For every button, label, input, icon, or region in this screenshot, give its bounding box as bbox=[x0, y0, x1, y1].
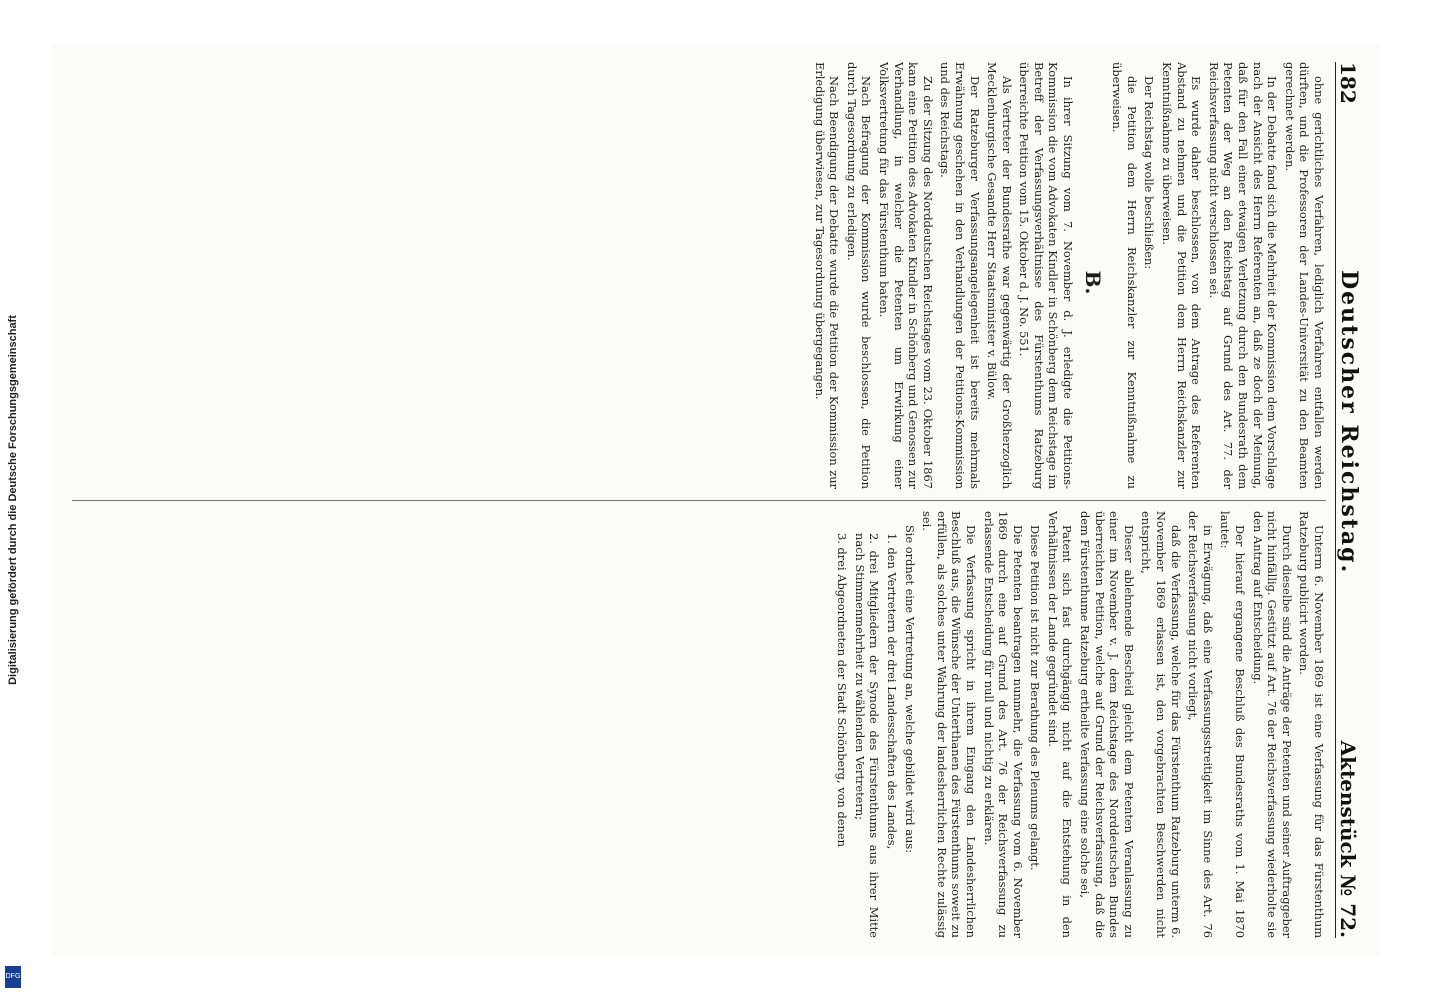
digitization-credit-strip bbox=[0, 44, 26, 980]
paragraph: Unterm 6. November 1869 ist eine Verfassung für das Fürstenthum Ratzeburg publicirt worden. bbox=[1297, 511, 1326, 938]
paragraph: Diese Petition ist nicht zur Berathung des Plenums gelangt. bbox=[1028, 525, 1043, 871]
paragraph: Zu der Sitzung des Norddeutschen Reichstages vom 23. Oktober 1867 kam eine Petition des Advokaten Kindler in Schönberg und Genossen zur Verhandlung, in welcher die Petenten um Erwirkung einer Volksvertretung für das Fürstenthum baten. bbox=[876, 62, 935, 489]
paragraph: 2. drei Mitgliedern der Synode des Fürstenthums aus ihrer Mitte nach Stimmenmehrheit zu wählenden Vertretern; bbox=[852, 533, 882, 938]
paragraph: In ihrer Sitzung vom 7. November d. J. erledigte die Petitions-Kommission die vom Advokaten Kindler in Schönberg dem Reichstage im Betreff der Verfassungsverhältnisse des Fürstenthums Ratzeburg überreichte Petition vom 15. Oktober d. J. No. 551. bbox=[1017, 62, 1076, 489]
page-number: 182 bbox=[1336, 62, 1360, 104]
page-header bbox=[1335, 62, 1366, 938]
paragraph: In der Debatte fand sich die Mehrheit der Kommission dem Vorschlage nach der Ansicht des Herrn Referenten an, daß ze doch der Meinung, daß für den Fall einer etwaigen Verletzung durch den Bundesrath dem Petenten der Weg an den Reichstag auf Grund des Art. 77. der Reichsverfassung nicht verschlossen sei. bbox=[1206, 62, 1280, 489]
paragraph: Als Vertreter der Bundesrathe war gegenwärtig der Großherzoglich Mecklenburgische Gesandte Herr Staatsminister v. Bülow. bbox=[985, 62, 1014, 489]
paragraph: in Erwägung, daß eine Verfassungsstreitigkeit im Sinne des Art. 76 der Reichsverfassung nicht vorliegt, bbox=[1186, 511, 1215, 938]
paragraph: Durch dieselbe sind die Anträge der Petenten und seiner Auftraggeber nicht hinfällig. Gestützt auf Art. 76 der Reichsverfassung wiederholte sie den Antrag auf Entscheidung. bbox=[1250, 511, 1294, 938]
paragraph: Es wurde daher beschlossen, von dem Antrage des Referenten Abstand zu nehmen und die Petition dem Herrn Reichskanzler zur Kenntnißnahme zu überweisen. bbox=[1160, 62, 1204, 489]
section-heading: B. bbox=[1080, 270, 1105, 295]
paragraph: ohne gerichtliches Verfahren, lediglich Verfahren entfallen werden dürften, und die Professoren der Landes-Universität zu den Beamten gerechnet werden. bbox=[1282, 62, 1326, 489]
paragraph: Nach Befragung der Kommission wurde beschlossen, die Petition durch Tagesordnung zu erledigen. bbox=[844, 62, 874, 489]
paragraph: Der Reichstag wolle beschließen: bbox=[1142, 76, 1157, 270]
paragraph: Der hierauf ergangene Beschluß des Bundesraths vom 1. Mai 1870 lautet: bbox=[1218, 511, 1248, 938]
text-columns bbox=[72, 62, 1326, 938]
paragraph: Die Verfassung spricht in ihrem Eingang den Landesherrlichen Beschluß aus, die Wünsche der Unterthanen des Fürstenthums soweit zu erfüllen, als solches unter Wahrung der landesherrlichen Rechte zulässig sei. bbox=[920, 511, 978, 938]
paragraph: Sie ordnet eine Vertretung an, welche gebildet wird aus: bbox=[902, 525, 917, 854]
page-title: Deutscher Reichstag. bbox=[1336, 270, 1362, 575]
dfg-logo-text: DFG bbox=[5, 973, 21, 980]
rotated-page-content bbox=[52, 44, 1380, 956]
paragraph: die Petition dem Herrn Reichskanzler zur Kenntnißnahme zu überweisen. bbox=[1110, 62, 1139, 489]
paragraph: Der Ratzeburger Verfassungsangelegenheit ist bereits mehrmals Erwähnung geschehen in den Verhandlungen der Petitions-Kommission und des Reichstags. bbox=[938, 62, 982, 489]
paragraph: Die Petenten beantragen nunmehr, die Verfassung vom 6. November 1869 durch eine auf Grund des Art. 76 der Reichsverfassung zu erlassende Entscheidung für null und nichtig zu erklären. bbox=[981, 511, 1025, 938]
paragraph: Dieser ablehnende Bescheid gleicht dem Petenten Veranlassung zu einer im November v. J. dem Reichstage des Norddeutschen Bundes überreichten Petition, welche auf Grund der Reichsverfassung, daß die dem Fürstenthume Ratzeburg ertheilte Verfassung eine solche sei, bbox=[1078, 511, 1136, 938]
credit-text: Digitalisierung gefördert durch die Deutsche Forschungsgemeinschaft bbox=[7, 315, 19, 685]
right-column bbox=[72, 511, 1326, 938]
paragraph: Nach Beendigung der Debatte wurde die Petition der Kommission zur Erledigung überwiesen, zur Tagesordnung übergegangen. bbox=[812, 62, 842, 489]
paragraph: 1. den Vertretern der drei Landesschaften des Landes, bbox=[884, 533, 899, 850]
paragraph: Patent sich fast durchgängig nicht auf die Entstehung in den Verhältnissen der Lande gegründet sind. bbox=[1045, 511, 1075, 938]
left-column bbox=[72, 62, 1326, 489]
paragraph: 3. drei Abgeordneten der Stadt Schönberg, von denen bbox=[835, 533, 850, 847]
dfg-logo-icon bbox=[5, 966, 21, 988]
issue-number: Aktenstück № 72. bbox=[1336, 740, 1360, 938]
paragraph: daß die Verfassung, welche für das Fürstenthum Ratzeburg unterm 6. November 1869 erlassen ist, den vorgebrachten Beschwerden nicht entspricht, bbox=[1139, 511, 1183, 938]
scanned-page bbox=[52, 44, 1380, 956]
